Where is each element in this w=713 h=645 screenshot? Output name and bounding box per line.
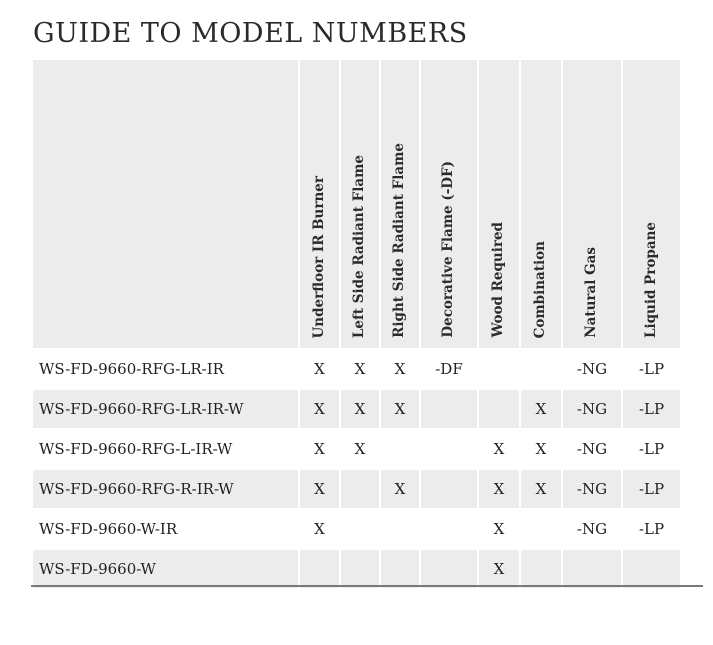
column-header-label: Wood Required <box>490 222 507 338</box>
table-cell: X <box>381 388 421 428</box>
table-cell <box>341 548 381 588</box>
table-cell <box>381 508 421 548</box>
table-cell <box>563 548 623 588</box>
table-row <box>33 548 680 588</box>
model-number-cell: WS-FD-9660-RFG-L-IR-W <box>33 428 300 468</box>
model-number-cell: WS-FD-9660-W-IR <box>33 508 300 548</box>
table-cell: -NG <box>563 348 623 388</box>
table-cell <box>421 548 479 588</box>
column-header <box>341 60 381 348</box>
table-header-row <box>33 60 680 348</box>
model-column-header <box>33 60 300 348</box>
table-cell: X <box>381 468 421 508</box>
table-row <box>33 348 680 388</box>
column-header <box>623 60 680 348</box>
table-cell: -NG <box>563 388 623 428</box>
column-header <box>479 60 521 348</box>
table-cell <box>421 428 479 468</box>
table-cell <box>421 468 479 508</box>
bottom-divider <box>31 585 703 587</box>
column-header-label: Left Side Radiant Flame <box>351 154 368 338</box>
table-cell: -NG <box>563 508 623 548</box>
table-cell <box>421 508 479 548</box>
column-header <box>521 60 563 348</box>
column-header <box>563 60 623 348</box>
model-number-cell: WS-FD-9660-W <box>33 548 300 588</box>
table-cell <box>341 468 381 508</box>
table-cell: -NG <box>563 468 623 508</box>
table-cell <box>521 548 563 588</box>
column-header-label: Natural Gas <box>583 247 600 338</box>
table-cell: -LP <box>623 468 680 508</box>
table-cell: -NG <box>563 428 623 468</box>
column-header-label: Right Side Radiant Flame <box>391 143 408 338</box>
table-cell <box>479 388 521 428</box>
table-cell: X <box>521 468 563 508</box>
table-cell <box>341 508 381 548</box>
table-cell <box>479 348 521 388</box>
table-cell: X <box>341 428 381 468</box>
table-cell: -LP <box>623 388 680 428</box>
column-header-label: Underfloor IR Burner <box>310 175 327 338</box>
table-cell: X <box>300 388 341 428</box>
table-cell <box>381 428 421 468</box>
table-cell: X <box>341 348 381 388</box>
table-cell: X <box>479 428 521 468</box>
table-cell <box>623 548 680 588</box>
table-cell <box>421 388 479 428</box>
table-cell: X <box>521 428 563 468</box>
column-header-label: Decorative Flame (-DF) <box>440 161 457 338</box>
table-row <box>33 428 680 468</box>
table-cell: -LP <box>623 508 680 548</box>
table-cell: X <box>381 348 421 388</box>
table-row <box>33 468 680 508</box>
table-cell: -DF <box>421 348 479 388</box>
table-cell: X <box>341 388 381 428</box>
table-cell: X <box>479 548 521 588</box>
column-header-label: Liquid Propane <box>642 221 659 338</box>
table-cell: X <box>300 428 341 468</box>
table-row <box>33 388 680 428</box>
table-cell: -LP <box>623 428 680 468</box>
table-cell: X <box>521 388 563 428</box>
column-header <box>381 60 421 348</box>
table-cell: X <box>479 508 521 548</box>
model-number-cell: WS-FD-9660-RFG-R-IR-W <box>33 468 300 508</box>
model-number-cell: WS-FD-9660-RFG-LR-IR <box>33 348 300 388</box>
table-cell: X <box>300 348 341 388</box>
model-number-cell: WS-FD-9660-RFG-LR-IR-W <box>33 388 300 428</box>
table-row <box>33 508 680 548</box>
table-cell <box>521 348 563 388</box>
table-cell <box>381 548 421 588</box>
table-cell: X <box>300 468 341 508</box>
table-cell: X <box>479 468 521 508</box>
table-cell: -LP <box>623 348 680 388</box>
table-cell: X <box>300 508 341 548</box>
table-cell <box>300 548 341 588</box>
table-cell <box>521 508 563 548</box>
page-title: GUIDE TO MODEL NUMBERS <box>33 18 468 49</box>
column-header-label: Combination <box>532 240 549 338</box>
model-guide-table <box>33 60 680 588</box>
column-header <box>421 60 479 348</box>
column-header <box>300 60 341 348</box>
